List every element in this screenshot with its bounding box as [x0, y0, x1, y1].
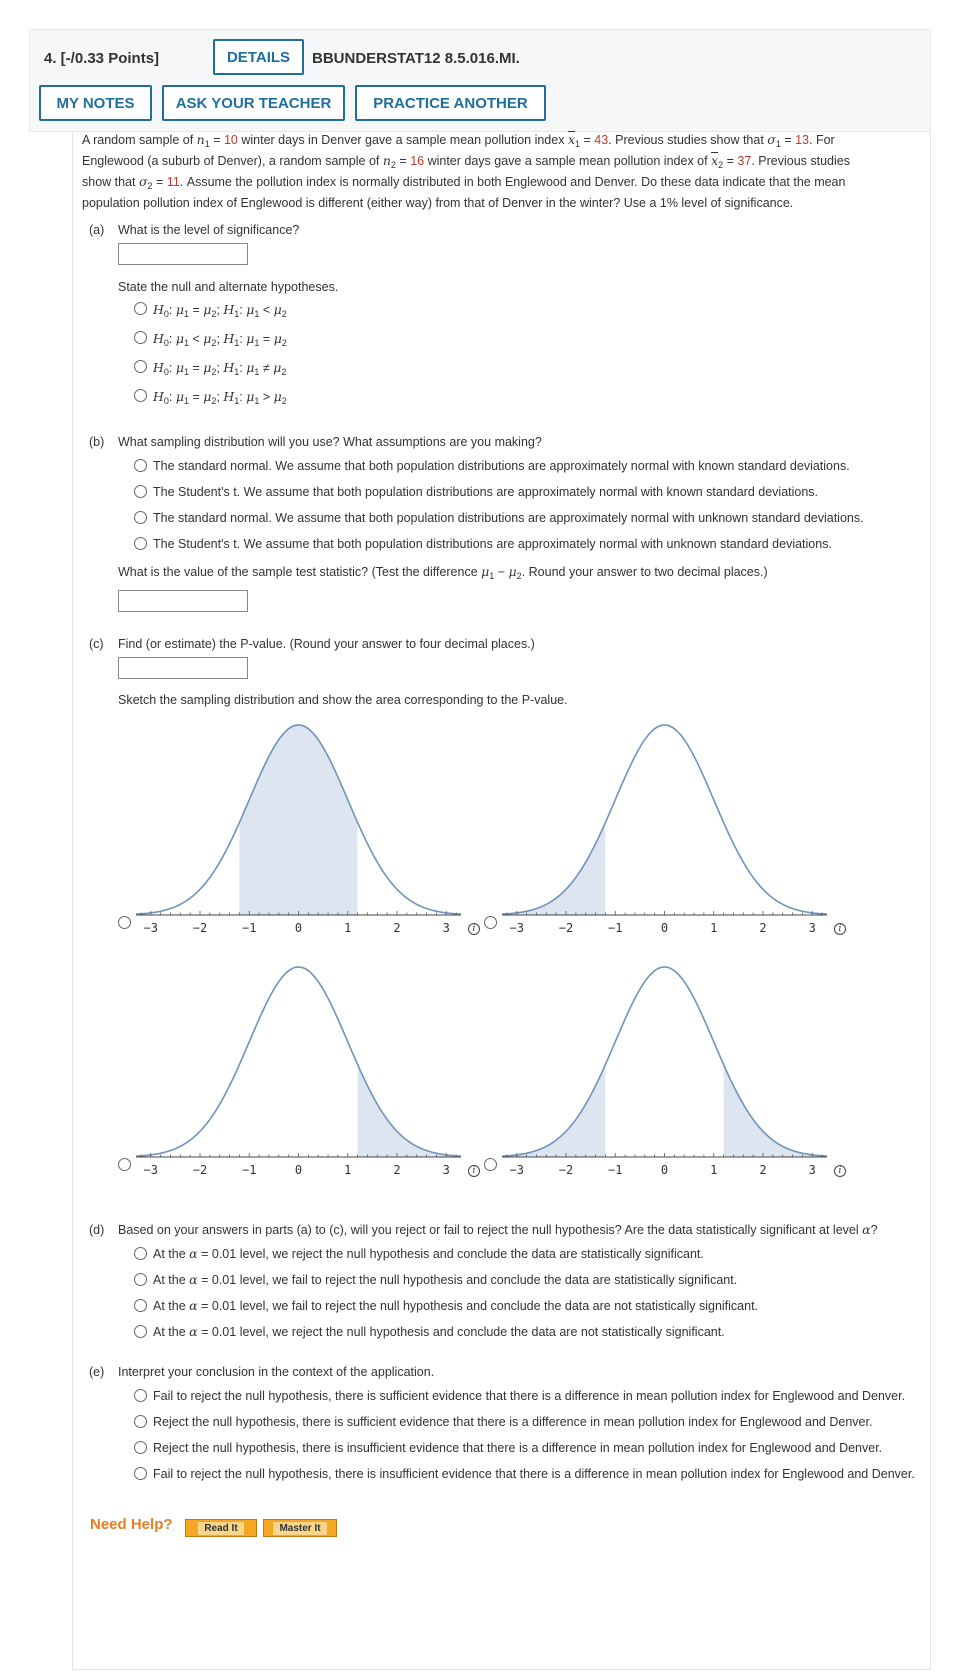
graph-option-2-radio[interactable] — [484, 916, 497, 929]
part-d-label: (d) — [89, 1223, 105, 1237]
tick-label: −2 — [558, 1163, 574, 1177]
distribution-option-4: The Student's t. We assume that both population distributions are approximately normal with unknown standard deviations. — [153, 537, 832, 551]
hypotheses-prompt: State the null and alternate hypotheses. — [118, 280, 339, 294]
normal-curve — [136, 967, 461, 1156]
interpretation-option-3: Reject the null hypothesis, there is insufficient evidence that there is a difference in mean pollution index for Englewood and Denver. — [153, 1441, 883, 1455]
test-statistic-input[interactable] — [118, 590, 248, 612]
conclusion-option-1: At the α = 0.01 level, we reject the null hypothesis and conclude the data are statistically significant. — [153, 1246, 704, 1261]
graph-1-info-icon[interactable]: i — [468, 923, 480, 935]
tick-label: 3 — [442, 1163, 450, 1177]
distribution-option-1-radio[interactable] — [134, 459, 147, 472]
tick-label: 2 — [759, 1163, 767, 1177]
graph-4-info-icon[interactable]: i — [834, 1165, 846, 1177]
tick-label: 1 — [710, 1163, 718, 1177]
interpretation-option-1: Fail to reject the null hypothesis, there is sufficient evidence that there is a difference in mean pollution index for Englewood and Denver. — [153, 1389, 906, 1403]
conclusion-option-3: At the α = 0.01 level, we fail to reject the null hypothesis and conclude the data are not statistically significant. — [153, 1298, 759, 1313]
question-code: BBUNDERSTAT12 8.5.016.MI. — [312, 50, 520, 67]
tick-label: 2 — [759, 921, 767, 935]
distribution-option-4-radio[interactable] — [134, 537, 147, 550]
tick-label: 0 — [660, 1163, 669, 1177]
read-it-button[interactable]: Read It — [185, 1519, 257, 1537]
hypothesis-option-4-radio[interactable] — [134, 389, 147, 402]
problem-line-4: population pollution index of Englewood is different (either way) from that of Denver in the winter? Use a 1% level of significance. — [82, 196, 794, 210]
tick-label: −2 — [192, 1163, 208, 1177]
distribution-option-3-radio[interactable] — [134, 511, 147, 524]
conclusion-option-2-radio[interactable] — [134, 1273, 147, 1286]
tick-label: −1 — [608, 921, 623, 935]
hypothesis-option-3-radio[interactable] — [134, 360, 147, 373]
hypothesis-option-1: $H_0$: $\mu_1 = \mu_2$; $H_1$: $\mu_1 < \mu_2$ — [153, 302, 287, 319]
sketch-prompt: Sketch the sampling distribution and show the area corresponding to the P-value. — [118, 693, 568, 707]
conclusion-option-2: At the α = 0.01 level, we fail to reject the null hypothesis and conclude the data are statistically significant. — [153, 1272, 738, 1287]
tick-label: −3 — [143, 921, 158, 935]
interpretation-option-1-radio[interactable] — [134, 1389, 147, 1402]
conclusion-option-4-radio[interactable] — [134, 1325, 147, 1338]
significance-input[interactable] — [118, 243, 248, 265]
question-number: 4. [-/0.33 Points] — [44, 50, 160, 67]
tick-label: 2 — [393, 1163, 401, 1177]
part-b-question: What sampling distribution will you use? What assumptions are you making? — [118, 435, 542, 449]
shaded-area-2 — [724, 1065, 827, 1157]
tick-label: −1 — [608, 1163, 623, 1177]
p-value-input[interactable] — [118, 657, 248, 679]
interpretation-option-2-radio[interactable] — [134, 1415, 147, 1428]
tick-label: −2 — [558, 921, 574, 935]
normal-curve — [502, 967, 827, 1156]
hypothesis-option-4: $H_0$: $\mu_1 = \mu_2$; $H_1$: $\mu_1 > \mu_2$ — [153, 389, 287, 406]
need-help-label: Need Help? — [90, 1516, 173, 1533]
interpretation-option-3-radio[interactable] — [134, 1441, 147, 1454]
graph-option-4-radio[interactable] — [484, 1158, 497, 1171]
sigma1-value: 13 — [795, 133, 809, 147]
tick-label: 1 — [710, 921, 718, 935]
x2-value: 37 — [737, 154, 752, 168]
n2-value: 16 — [410, 154, 425, 168]
problem-line-1: A random sample of $n_1 = 10$ winter days in Denver gave a sample mean pollution index $\overline{x}_1 = 43$. Previous studies show that $\sigma_1 = 13$. For — [82, 132, 835, 149]
tick-label: 3 — [808, 1163, 816, 1177]
interpretation-option-2: Reject the null hypothesis, there is sufficient evidence that there is a difference in mean pollution index for Englewood and Denver. — [153, 1415, 873, 1429]
tick-label: 1 — [344, 921, 352, 935]
part-a-question: What is the level of significance? — [118, 223, 300, 237]
shaded-area-1 — [358, 1065, 461, 1157]
graph-option-4 — [497, 954, 832, 1179]
interpretation-option-4: Fail to reject the null hypothesis, there is insufficient evidence that there is a difference in mean pollution index for Englewood and Denver. — [153, 1467, 915, 1481]
part-c-question: Find (or estimate) the P-value. (Round your answer to four decimal places.) — [118, 637, 535, 651]
hypothesis-option-3: $H_0$: $\mu_1 = \mu_2$; $H_1$: $\mu_1 \ne \mu_2$ — [153, 360, 287, 377]
part-a-label: (a) — [89, 223, 105, 237]
graph-option-3-radio[interactable] — [118, 1158, 131, 1171]
problem-line-3: show that $\sigma_2 = 11$. Assume the pollution index is normally distributed in both Englewood and Denver. Do these data indicate that the mean — [82, 174, 846, 191]
distribution-option-2: The Student's t. We assume that both population distributions are approximately normal with known standard deviations. — [153, 485, 819, 499]
shaded-area-1 — [502, 823, 605, 915]
tick-label: −3 — [509, 1163, 524, 1177]
graph-option-3 — [131, 954, 466, 1179]
n1-value: 10 — [223, 133, 238, 147]
part-b-label: (b) — [89, 435, 105, 449]
part-d-question: Based on your answers in parts (a) to (c), will you reject or fail to reject the null hypothesis? Are the data statistically significant at level α? — [118, 1222, 878, 1237]
hypothesis-option-1-radio[interactable] — [134, 302, 147, 315]
tick-label: 0 — [294, 921, 303, 935]
shaded-area-1 — [239, 725, 357, 915]
sigma2-value: 11 — [166, 175, 180, 189]
x1-value: 43 — [594, 133, 609, 147]
graph-3-info-icon[interactable]: i — [468, 1165, 480, 1177]
tick-label: −2 — [192, 921, 208, 935]
tick-label: −1 — [242, 1163, 257, 1177]
shaded-area-1 — [502, 1065, 605, 1157]
tick-label: 0 — [294, 1163, 303, 1177]
conclusion-option-3-radio[interactable] — [134, 1299, 147, 1312]
question-header — [29, 29, 931, 132]
part-e-question: Interpret your conclusion in the context of the application. — [118, 1365, 435, 1379]
conclusion-option-1-radio[interactable] — [134, 1247, 147, 1260]
practice-another-button[interactable]: PRACTICE ANOTHER — [355, 85, 546, 121]
ask-teacher-button[interactable]: ASK YOUR TEACHER — [162, 85, 345, 121]
distribution-option-3: The standard normal. We assume that both population distributions are approximately normal with unknown standard deviations. — [153, 511, 864, 525]
interpretation-option-4-radio[interactable] — [134, 1467, 147, 1480]
test-statistic-prompt: What is the value of the sample test statistic? (Test the difference $\mu_1 - \mu_2$. Round your answer to two decimal places.) — [118, 564, 768, 581]
graph-option-1 — [131, 712, 466, 937]
master-it-button[interactable]: Master It — [263, 1519, 337, 1537]
graph-option-1-radio[interactable] — [118, 916, 131, 929]
graph-option-2 — [497, 712, 832, 937]
hypothesis-option-2: $H_0$: $\mu_1 < \mu_2$; $H_1$: $\mu_1 = \mu_2$ — [153, 331, 287, 348]
distribution-option-1: The standard normal. We assume that both population distributions are approximately normal with known standard deviations. — [153, 459, 850, 473]
tick-label: 3 — [808, 921, 816, 935]
problem-line-2: Englewood (a suburb of Denver), a random sample of $n_2 = 16$ winter days gave a sample mean pollution index of $\overline{x}_2 = 37$. Previous studies — [82, 153, 850, 170]
hypothesis-option-2-radio[interactable] — [134, 331, 147, 344]
graph-2-info-icon[interactable]: i — [834, 923, 846, 935]
tick-label: −3 — [509, 921, 524, 935]
my-notes-button[interactable]: MY NOTES — [39, 85, 152, 121]
tick-label: −1 — [242, 921, 257, 935]
conclusion-option-4: At the α = 0.01 level, we reject the null hypothesis and conclude the data are not statistically significant. — [153, 1324, 725, 1339]
tick-label: 3 — [442, 921, 450, 935]
details-button[interactable]: DETAILS — [213, 39, 304, 75]
part-e-label: (e) — [89, 1365, 105, 1379]
distribution-option-2-radio[interactable] — [134, 485, 147, 498]
tick-label: −3 — [143, 1163, 158, 1177]
part-c-label: (c) — [89, 637, 104, 651]
normal-curve — [502, 725, 827, 914]
tick-label: 2 — [393, 921, 401, 935]
tick-label: 0 — [660, 921, 669, 935]
tick-label: 1 — [344, 1163, 352, 1177]
